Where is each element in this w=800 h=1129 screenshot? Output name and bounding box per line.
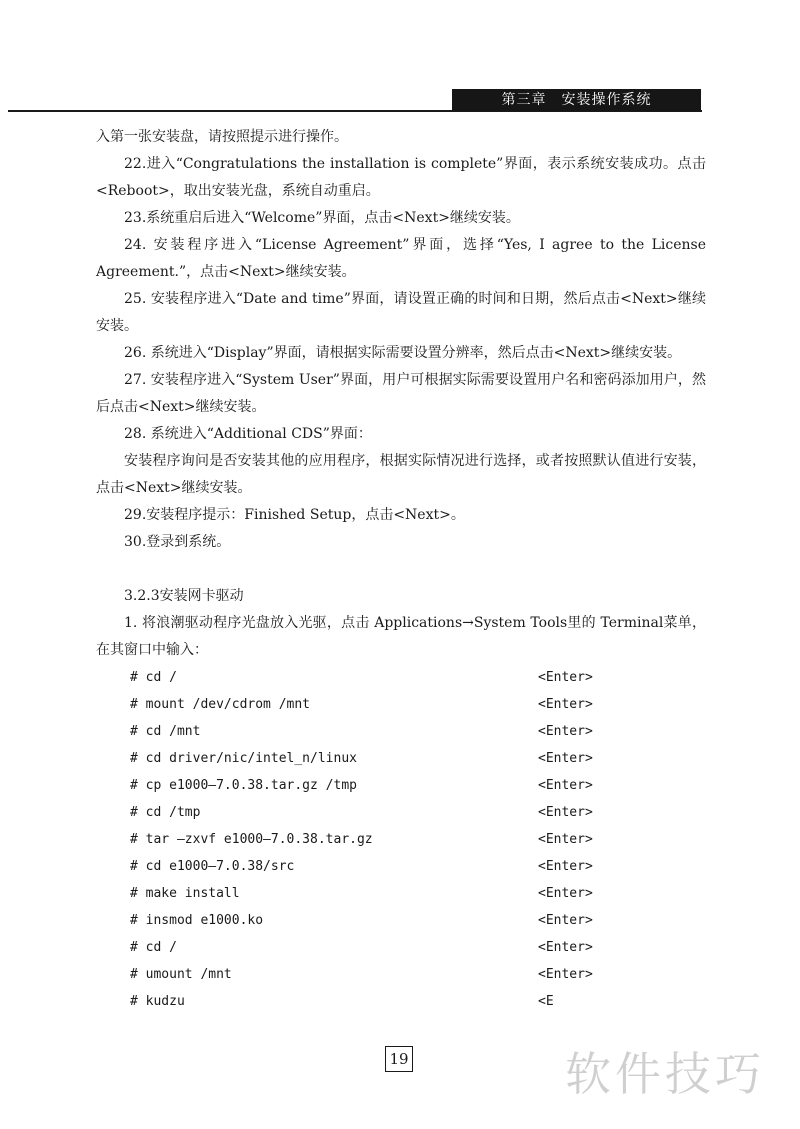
- paragraph-continuation: 入第一张安装盘，请按照提示进行操作。: [96, 129, 348, 145]
- command-text: # cd /: [130, 940, 177, 955]
- command-text: # cd /tmp: [130, 805, 201, 820]
- command-row: [96, 934, 706, 961]
- enter-key-label: <Enter>: [538, 832, 593, 847]
- step-24: 24. 安装程序进入“License Agreement”界面，选择“Yes, I agree to the License Agreement.”，点击<Next>继续安装。: [96, 237, 706, 280]
- command-text: # cd e1000—7.0.38/src: [130, 859, 295, 874]
- section-gap: [96, 556, 706, 583]
- chapter-header: 第三章 安装操作系统: [452, 89, 701, 111]
- enter-key-label: <Enter>: [538, 967, 593, 982]
- enter-key-label: <Enter>: [538, 670, 593, 685]
- command-text: # insmod e1000.ko: [130, 913, 264, 928]
- step-22: 22.进入“Congratulations the installation is complete”界面，表示系统安装成功。点击<Reboot>，取出安装光盘，系统自动重启。: [96, 156, 706, 199]
- command-text: # umount /mnt: [130, 967, 232, 982]
- enter-key-label: <Enter>: [538, 940, 593, 955]
- command-row: [96, 799, 706, 826]
- enter-key-label: <Enter>: [538, 859, 593, 874]
- step-26: 26. 系统进入“Display”界面，请根据实际需要设置分辨率，然后点击<Next>继续安装。: [124, 345, 682, 361]
- command-row: [96, 718, 706, 745]
- step-28: 28. 系统进入“Additional CDS”界面：: [124, 426, 372, 442]
- enter-key-label: <Enter>: [538, 697, 593, 712]
- command-row: [96, 907, 706, 934]
- enter-key-label: <Enter>: [538, 805, 593, 820]
- command-text: # cp e1000—7.0.38.tar.gz /tmp: [130, 778, 357, 793]
- command-text: # make install: [130, 886, 240, 901]
- command-text: # cd driver/nic/intel_n/linux: [130, 751, 357, 766]
- page-number: 19: [385, 1046, 413, 1072]
- command-text: # tar —zxvf e1000—7.0.38.tar.gz: [130, 832, 373, 847]
- command-row: [96, 745, 706, 772]
- enter-key-label: <Enter>: [538, 724, 593, 739]
- enter-key-label: <Enter>: [538, 778, 593, 793]
- enter-key-label: <Enter>: [538, 886, 593, 901]
- watermark: 软件技巧: [565, 1047, 765, 1101]
- step-27: 27. 安装程序进入“System User”界面，用户可根据实际需要设置用户名和密码添加用户，然后点击<Next>继续安装。: [96, 372, 706, 415]
- step-25: 25. 安装程序进入“Date and time”界面，请设置正确的时间和日期，然后点击<Next>继续安装。: [96, 291, 706, 334]
- step-29: 29.安装程序提示：Finished Setup，点击<Next>。: [124, 507, 465, 523]
- command-row: [96, 664, 706, 691]
- command-row: [96, 691, 706, 718]
- page-content: [96, 124, 706, 1015]
- command-text: # kudzu: [130, 994, 185, 1009]
- enter-key-label: <Enter>: [538, 751, 593, 766]
- enter-key-label: <E: [538, 994, 554, 1009]
- section-intro: 1. 将浪潮驱动程序光盘放入光驱，点击 Applications→System Tools里的 Terminal菜单，在其窗口中输入：: [96, 615, 706, 658]
- command-row: [96, 826, 706, 853]
- command-row: [96, 772, 706, 799]
- section-title: 3.2.3安装网卡驱动: [124, 588, 244, 604]
- command-row: [96, 880, 706, 907]
- command-text: # mount /dev/cdrom /mnt: [130, 697, 311, 712]
- command-row: [96, 961, 706, 988]
- step-30: 30.登录到系统。: [124, 534, 231, 550]
- command-row: [96, 853, 706, 880]
- command-text: # cd /: [130, 670, 177, 685]
- command-list: [96, 664, 706, 1015]
- command-text: # cd /mnt: [130, 724, 201, 739]
- command-row: [96, 988, 706, 1015]
- step-28-detail: 安装程序询问是否安装其他的应用程序，根据实际情况进行选择，或者按照默认值进行安装，点击<Next>继续安装。: [96, 453, 706, 496]
- step-23: 23.系统重启后进入“Welcome”界面，点击<Next>继续安装。: [124, 210, 520, 226]
- enter-key-label: <Enter>: [538, 913, 593, 928]
